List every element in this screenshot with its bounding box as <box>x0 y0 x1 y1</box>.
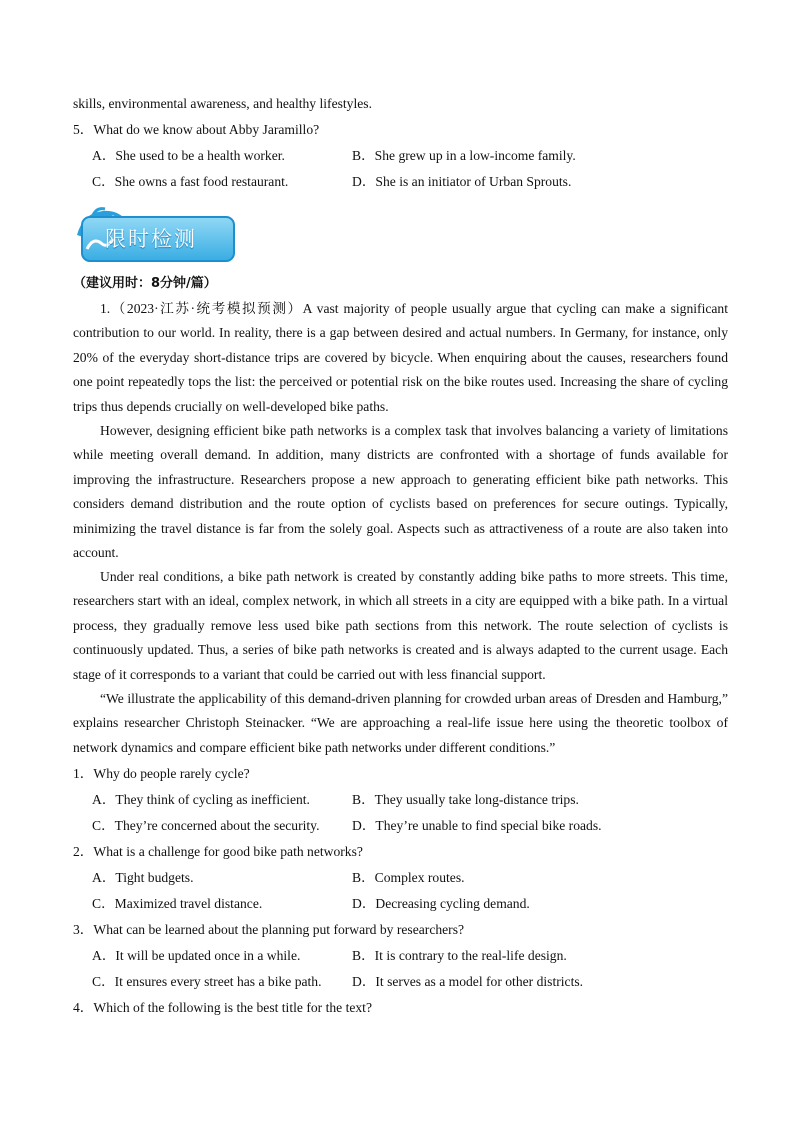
question-5-option-d: D．She is an initiator of Urban Sprouts. <box>352 174 572 189</box>
question-2-stem: 2．What is a challenge for good bike path networks? <box>73 844 363 859</box>
question-5-option-c: C．She owns a fast food restaurant. <box>92 174 289 189</box>
question-2-option-c: C．Maximized travel distance. <box>92 896 263 911</box>
question-4-stem: 4．Which of the following is the best title for the text? <box>73 1000 372 1015</box>
question-5-option-b: B．She grew up in a low-income family. <box>352 148 576 163</box>
question-1-option-c: C．They’re concerned about the security. <box>92 818 320 833</box>
question-3-option-c: C．It ensures every street has a bike path. <box>92 974 322 989</box>
question-3-option-b: B．It is contrary to the real-life design. <box>352 948 567 963</box>
question-5-stem: 5．What do we know about Abby Jaramillo? <box>73 122 320 137</box>
passage-paragraph-2: However, designing efficient bike path networks is a complex task that involves balancing a variety of limitations while meeting overall demand. In addition, many districts are confronted with a shortage of funds available for improving the infrastructure. Researchers propose a new approach to generating efficient bike path networks. This considers demand distribution and the route option of cyclists based on preferences for secure outings. Typically, minimizing the travel distance is far from the solely goal. Aspects such as attractiveness of a route are also taken into account. <box>73 423 728 561</box>
passage-paragraph-1: 1.（2023·江苏·统考模拟预测）A vast majority of people usually argue that cycling can make a significant contribution to our world. In reality, there is a gap between desired and actual numbers. In Germany, for instance, only 20% of the everyday short-distance trips are covered by bicycle. When enquiring about the causes, researchers found one point repeatedly tops the list: the perceived or potential risk on the bike routes used. Increasing the share of cycling trips thus depends crucially on well-developed bike paths. <box>73 301 728 414</box>
question-2-option-d: D．Decreasing cycling demand. <box>352 896 530 911</box>
question-1-option-a: A．They think of cycling as inefficient. <box>92 792 310 807</box>
passage-paragraph-3: Under real conditions, a bike path network is created by constantly adding bike paths to more streets. This time, researchers start with an ideal, complex network, in which all streets in a city are equipped with a bike path. In a virtual process, they gradually remove less used bike path sections from this network. The route selection of cyclists is continuously updated. Thus, a series of bike path networks is created and is always adapted to the current usage. Each stage of it corresponds to a variant that could be carried out with less financial support. <box>73 569 728 682</box>
question-1-option-b: B．They usually take long-distance trips. <box>352 792 579 807</box>
question-3-option-a: A．It will be updated once in a while. <box>92 948 301 963</box>
section-banner <box>73 205 243 265</box>
question-3-stem: 3．What can be learned about the planning put forward by researchers? <box>73 922 465 937</box>
question-2-option-a: A．Tight budgets. <box>92 870 194 885</box>
question-1-option-d: D．They’re unable to find special bike roads. <box>352 818 602 833</box>
question-2-option-b: B．Complex routes. <box>352 870 465 885</box>
banner-title: 限时检测 <box>105 227 197 251</box>
question-3-option-d: D．It serves as a model for other districts. <box>352 974 584 989</box>
question-1-stem: 1．Why do people rarely cycle? <box>73 766 250 781</box>
passage-paragraph-4: “We illustrate the applicability of this demand-driven planning for crowded urban areas of Dresden and Hamburg,” explains researcher Christoph Steinacker. “We are approaching a real-life issue here using the theoretic toolbox of network dynamics and compare efficient bike path networks under different conditions.” <box>73 691 728 755</box>
time-hint: （建议用时：8分钟/篇） <box>73 276 217 291</box>
question-5-option-a: A．She used to be a health worker. <box>92 148 285 163</box>
passage-continuation: skills, environmental awareness, and healthy lifestyles. <box>73 96 372 111</box>
